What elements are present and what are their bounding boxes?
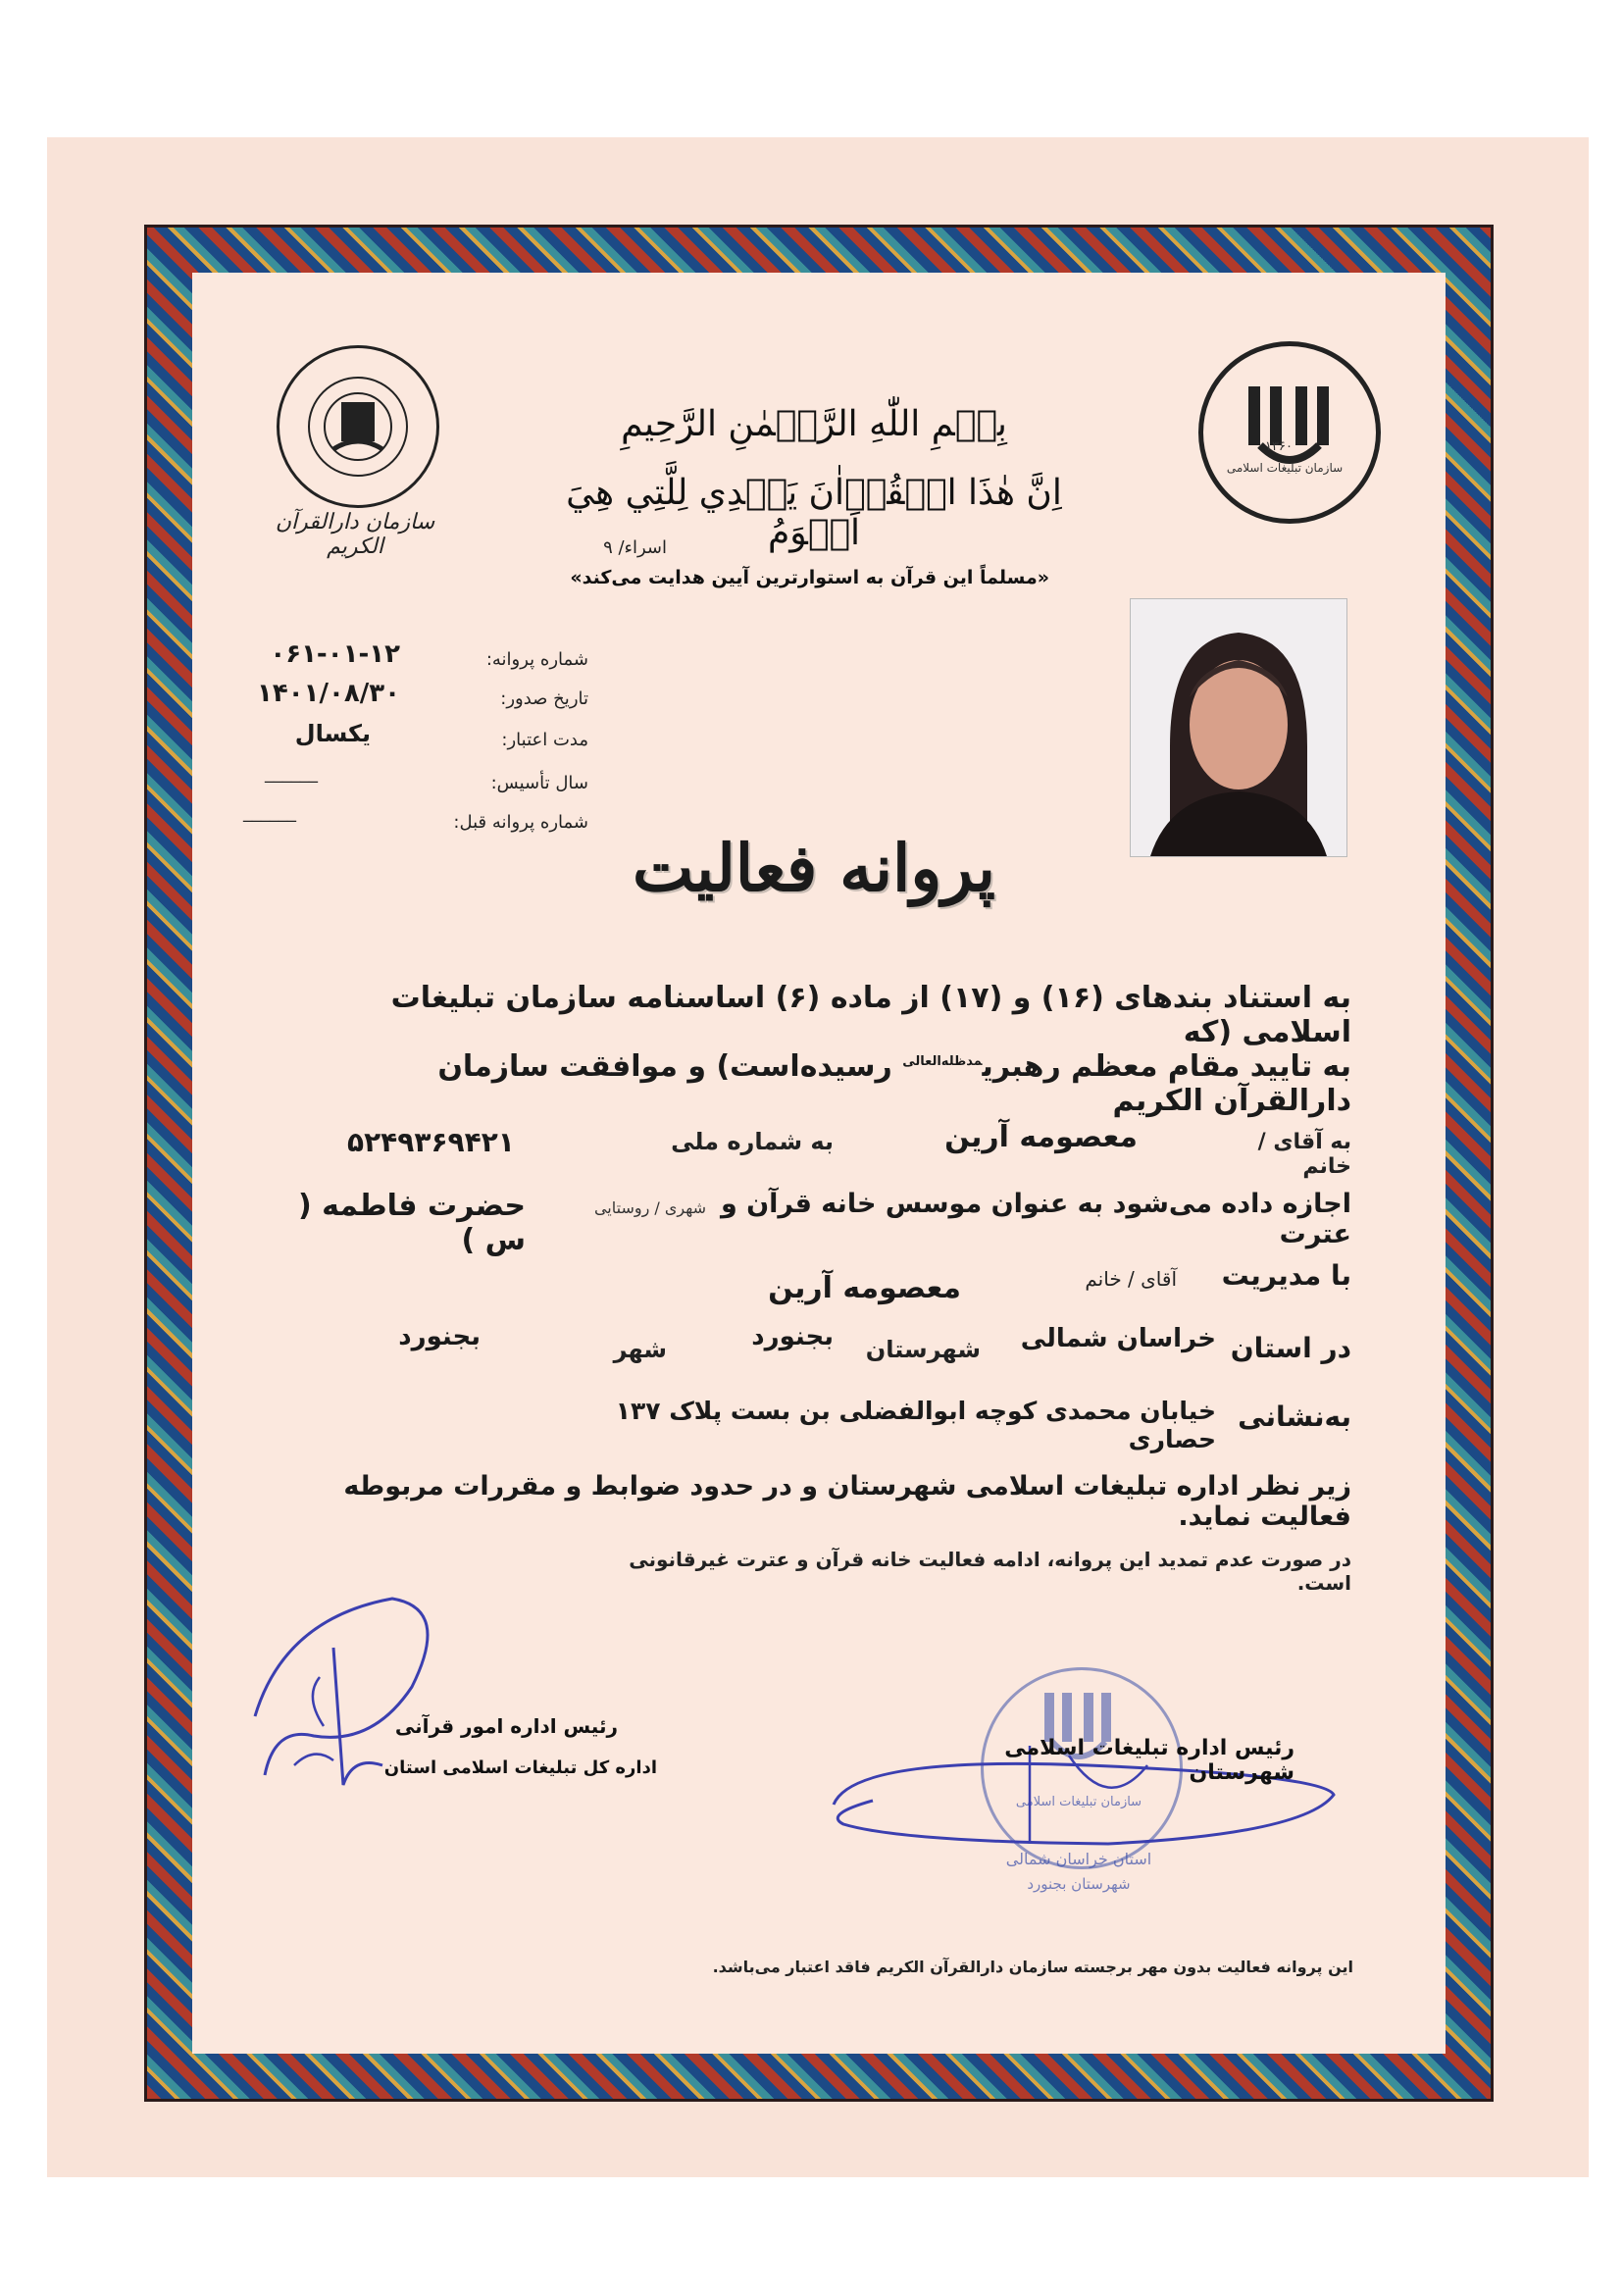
stamp-text-1: سازمان تبلیغات اسلامی [1015, 1795, 1142, 1809]
body-line-2-end: رسیده‌است) و موافقت سازمان دارالقرآن الکریم [437, 1049, 1351, 1118]
basmala: بِسۡمِ اللّٰهِ الرَّحۡمٰنِ الرَّحِيمِ [621, 404, 1007, 444]
manager-label: با مدیریت [1221, 1259, 1351, 1292]
dar-al-quran-caption: سازمان دارالقرآن الکریم [275, 510, 435, 559]
dar-al-quran-emblem-icon [304, 373, 412, 481]
holder-photo [1130, 598, 1347, 857]
validity-label: مدت اعتبار: [501, 730, 588, 750]
verse-translation: «مسلماً این قرآن به استوارترین آیین هدایت می‌کند» [570, 567, 1049, 588]
verse-reference: اسراء/ ۹ [603, 537, 667, 558]
right-signatory-title: رئیس اداره تبلیغات اسلامی شهرستان [1004, 1736, 1294, 1785]
quran-verse: اِنَّ هٰذَا الۡقُرۡاٰنَ يَهۡدِي لِلَّتِي هِيَ اَقۡوَمُ [566, 473, 1062, 553]
left-signatory-subtitle: اداره کل تبلیغات اسلامی استان [383, 1757, 657, 1778]
manager-gender-label: آقای / خانم [1085, 1267, 1177, 1291]
previous-license-label: شماره پروانه قبل: [453, 812, 588, 833]
issue-date-label: تاریخ صدور: [500, 688, 588, 709]
islamic-propagation-logo [1198, 341, 1381, 524]
validity-warning: در صورت عدم تمدید این پروانه، ادامه فعالیت خانه قرآن و عترت غیرقانونی است. [629, 1548, 1351, 1595]
dar-al-quran-logo [277, 345, 439, 508]
quran-house-name: حضرت فاطمه ( س ) [297, 1189, 526, 1257]
address-label: به‌نشانی [1238, 1400, 1351, 1433]
certificate-title: پروانه فعالیت [632, 830, 996, 906]
founded-year-label: سال تأسیس: [490, 773, 588, 793]
province-value: خراسان شمالی [1020, 1324, 1216, 1353]
previous-license-value: ______ [243, 802, 296, 823]
license-number-label: شماره پروانه: [485, 649, 588, 670]
issue-date-value: ۱۴۰۱/۰۸/۳۰ [257, 679, 400, 708]
supervision-text: زیر نظر اداره تبلیغات اسلامی شهرستان و در حدود ضوابط و مقررات مربوطه فعالیت نماید. [343, 1471, 1351, 1532]
permit-text: اجازه داده می‌شود به عنوان موسس خانه قرآن و عترت [720, 1189, 1351, 1249]
left-signatory-title: رئیس اداره امور قرآنی [394, 1714, 618, 1738]
urban-rural-label: شهری / روستایی [593, 1198, 706, 1217]
body-line-2-start: به تایید مقام معظم رهبری [982, 1049, 1351, 1084]
city-value: بجنورد [398, 1322, 481, 1351]
license-number-value: ۰۶۱-۰۱-۱۲ [270, 639, 400, 669]
body-line-2-honorific: مدظله‌العالی [902, 1054, 983, 1069]
county-label: شهرستان [865, 1336, 981, 1363]
national-id-label: به شماره ملی [671, 1128, 834, 1155]
address-value: خیابان محمدی کوچه ابوالفضلی بن بست پلاک ۱۳۷ حصاری [615, 1397, 1216, 1453]
holder-name: معصومه آرین [944, 1120, 1138, 1154]
islamic-propagation-year: ۱۳۶۰ [1265, 439, 1293, 454]
national-id-value: ۵۲۴۹۳۶۹۴۲۱ [347, 1126, 515, 1158]
province-label: در استان [1230, 1332, 1351, 1364]
holder-gender-label: به آقای / خانم [1257, 1130, 1351, 1179]
body-line-1: به استناد بندهای (۱۶) و (۱۷) از ماده (۶) اساسنامه سازمان تبلیغات اسلامی (که [390, 981, 1351, 1049]
founded-year-value: ______ [265, 763, 318, 784]
islamic-propagation-caption: سازمان تبلیغات اسلامی [1226, 461, 1344, 475]
body-line-2 [292, 1049, 1351, 1118]
county-value: بجنورد [751, 1322, 834, 1351]
validity-value: یکسال [294, 720, 371, 747]
stamp-text-3: شهرستان بجنورد [1027, 1875, 1131, 1893]
manager-name: معصومه آرین [768, 1271, 961, 1305]
stamp-text-2: استان خراسان شمالی [1005, 1850, 1152, 1868]
city-label: شهر [613, 1336, 667, 1363]
footer-note: این پروانه فعالیت بدون مهر برجسته سازمان دارالقرآن الکریم فاقد اعتبار می‌باشد. [712, 1958, 1353, 1976]
